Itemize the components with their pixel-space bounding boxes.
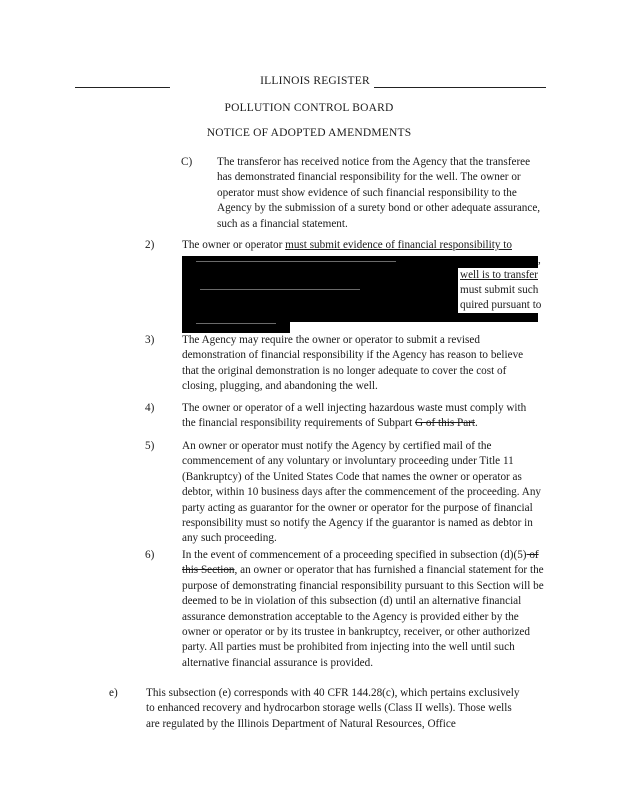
item-4-struck-text: G of this Part [415,417,475,430]
notice-title: NOTICE OF ADOPTED AMENDMENTS [206,127,412,139]
item-5-label: 5) [145,440,155,452]
scan-speckle [196,323,276,324]
item-6-label: 6) [145,549,155,561]
header-rule-mark: . [168,81,170,90]
scan-speckle [196,261,396,262]
board-title: POLLUTION CONTROL BOARD [224,102,394,114]
item-2-first-line [182,238,562,253]
item-2-text: The owner or operator [182,239,286,251]
item-4-text-end: . [475,417,478,430]
register-title: ILLINOIS REGISTER [260,75,370,87]
subsection-e-label: e) [109,687,118,699]
item-2-fragment-comma: , [538,254,541,266]
item-5-text: An owner or operator must notify the Agency by certified mail of the commencement of any voluntary or involuntary proceeding under Title 11 (Bankruptcy) of the United States Code that names the owner or operator as debtor, within 10 business days after the commencement of the proceeding. Any party acting as guarantor for the owner or operator for the purpose of financial responsibility must so notify the Agency if the guarantor is named as debtor in any such proceeding. [182,440,542,545]
header-rule-right [374,87,546,88]
item-2-fragment-submit: must submit such [458,283,538,298]
scan-speckle [200,289,360,290]
item-3-label: 3) [145,334,155,346]
item-6-text-rest: , an owner or operator that has furnished a financial statement for the purpose of demonstrating financial responsibility pursuant to this Section will be deemed to be in violation of this subsection (d) until an alternative financial assurance demonstration acceptable to the Agency is provided either by the owner or operator or by its trustee in bankruptcy, receiver, or other authorized party. All parties must be prohibited from injecting into the well until such alternative financial assurance is provided. [182,564,544,669]
item-4-text-main: The owner or operator of a well injecting hazardous waste must comply with the financial responsibility requirements of Subpart [182,402,527,430]
item-3-text: The Agency may require the owner or operator to submit a revised demonstration of financial responsibility if the Agency has reason to believe that the original demonstration is no longer adequate to cover the cost of closing, plugging, and abandoning the well. [182,334,524,393]
subsection-e-text: This subsection (e) corresponds with 40 CFR 144.28(c), which pertains exclusively to enhanced recovery and hydrocarbon storage wells (Class II wells). Those wells are regulated by the Illinois Department of Natural Resources, Office [146,687,520,730]
item-2-fragment-required: quired pursuant to [458,298,541,313]
item-6-text [182,548,544,671]
subsection-c-label: C) [181,156,193,168]
item-2-fragment-transfer: well is to transfer [458,268,538,283]
item-6-text-main: In the event of commencement of a proceeding specified in subsection (d)(5) [182,549,527,561]
header-rule-left [75,87,170,88]
item-4-text [182,401,538,432]
item-2-label: 2) [145,239,155,251]
item-6-struck-text: of this Section [182,549,539,577]
item-4-label: 4) [145,402,155,414]
subsection-c-text: The transferor has received notice from the Agency that the transferee has demonstrated financial responsibility for the well. The owner or operator must show evidence of such financial responsibility to the Agency by the submission of a surety bond or other adequate assurance, such as a financial statement. [217,156,541,230]
item-2-underlined-text: must submit evidence of financial responsibility to [285,239,512,251]
